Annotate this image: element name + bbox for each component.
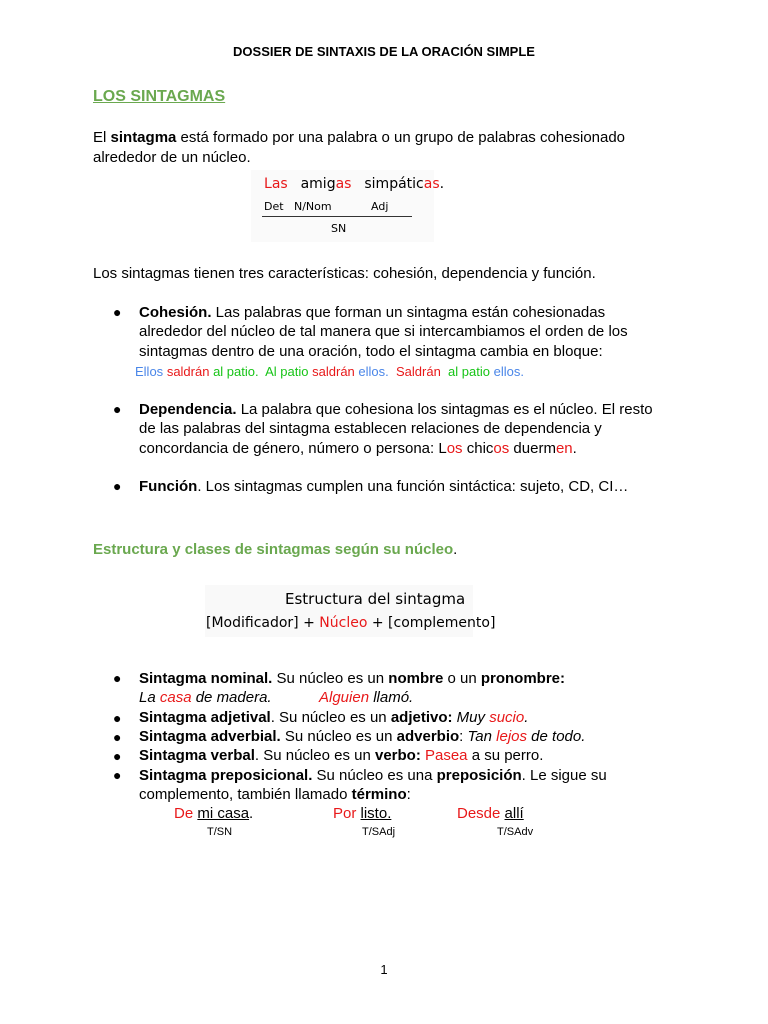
class-text: complemento, también llamado — [139, 786, 352, 803]
example-nucleus: Pasea — [420, 747, 468, 764]
example-nucleus: lejos — [496, 728, 528, 745]
bullet-icon: ● — [113, 401, 122, 417]
example-preposition: Por — [333, 805, 357, 822]
page-number: 1 — [380, 962, 388, 977]
formula-text: [Modificador] + — [206, 615, 320, 631]
class-keyword: término — [351, 786, 407, 803]
cohesion-line-3: sintagmas dentro de una oración, todo el sintagma cambia en bloque: — [139, 343, 603, 360]
figure-example-phrase — [264, 176, 444, 192]
class-text: Su núcleo es una — [312, 767, 437, 784]
intro-text: está formado por una palabra o un grupo de palabras cohesionado — [176, 129, 626, 146]
figure-word: amig — [300, 176, 336, 192]
example-word: ellos. — [493, 364, 524, 379]
class-text: : — [406, 786, 411, 803]
example-word: chic — [462, 440, 494, 457]
figure-dot: . — [439, 176, 445, 192]
class-title: Sintagma adjetival — [139, 709, 271, 726]
class-adjetival-line — [139, 708, 528, 728]
example-word: Tan — [467, 728, 497, 745]
example-word: Saldrán — [396, 364, 441, 379]
funcion-title: Función — [139, 478, 198, 495]
cohesion-line-1 — [139, 303, 605, 323]
class-preposicional-line-2 — [139, 785, 411, 805]
example-word: de todo. — [527, 728, 586, 745]
figure-divider — [262, 216, 412, 217]
prep-example-2 — [333, 804, 391, 824]
example-dot: . — [249, 805, 254, 822]
figure-word-ending: as — [335, 176, 352, 192]
cohesion-example — [135, 362, 524, 382]
example-nucleus: Alguien — [319, 689, 370, 706]
structure-formula — [206, 615, 495, 631]
subtitle-text: Estructura y clases de sintagmas según su núcleo — [93, 541, 454, 558]
intro-text: El — [93, 129, 111, 146]
class-keyword: verbo: — [374, 747, 421, 764]
intro-line-1 — [93, 128, 625, 148]
example-word: llamó. — [369, 689, 414, 706]
class-keyword: adjetivo: — [390, 709, 453, 726]
dependencia-title: Dependencia. — [139, 401, 237, 418]
example-term: mi casa — [197, 805, 250, 822]
prep-example-3 — [457, 804, 524, 824]
prep-example-1 — [174, 804, 253, 824]
characteristics-text: Los sintagmas tienen tres características: cohesión, dependencia y función. — [93, 265, 596, 282]
class-text: o un — [443, 670, 481, 687]
class-title: Sintagma nominal. — [139, 670, 273, 687]
example-word: saldrán — [312, 364, 355, 379]
class-keyword: preposición — [436, 767, 522, 784]
example-ending: en — [555, 440, 573, 457]
bullet-icon: ● — [113, 767, 122, 783]
document-header: DOSSIER DE SINTAXIS DE LA ORACIÓN SIMPLE — [233, 44, 535, 59]
example-dot: . — [572, 440, 577, 457]
example-word: al patio — [448, 364, 490, 379]
funcion-text: . Los sintagmas cumplen una función sintáctica: sujeto, CD, CI… — [197, 478, 629, 495]
example-term: listo. — [360, 805, 392, 822]
bullet-icon: ● — [113, 304, 122, 320]
example-word: duerm — [509, 440, 556, 457]
example-nucleus: casa — [159, 689, 192, 706]
figure-word: L — [264, 176, 272, 192]
prep-label-2: T/SAdj — [362, 826, 396, 838]
class-keyword: pronombre: — [480, 670, 565, 687]
class-preposicional-line-1 — [139, 766, 607, 786]
prep-label-3: T/SAdv — [497, 826, 534, 838]
structure-subtitle — [93, 540, 457, 560]
class-text: . Su núcleo es un — [254, 747, 375, 764]
example-word: ellos. — [358, 364, 389, 379]
figure-word: as — [271, 176, 288, 192]
class-text: . Le sigue su — [521, 767, 607, 784]
figure-label-sn: SN — [331, 222, 347, 235]
intro-line-2: alrededor de un núcleo. — [93, 149, 251, 166]
example-nucleus: sucio — [489, 709, 525, 726]
bullet-icon: ● — [113, 670, 122, 686]
example-word: de madera. — [191, 689, 272, 706]
example-word: saldrán — [166, 364, 210, 379]
class-adverbial-line — [139, 727, 585, 747]
cohesion-line-2: alrededor del núcleo de tal manera que si intercambiamos el orden de los — [139, 323, 628, 340]
dependencia-text: concordancia de género, número o persona: — [139, 440, 439, 457]
structure-figure-title: Estructura del sintagma — [285, 590, 466, 608]
example-word: Ellos — [135, 364, 164, 379]
dependencia-line-1 — [139, 400, 653, 420]
figure-label-nnom: N/Nom — [294, 200, 332, 213]
class-nominal-line — [139, 669, 565, 689]
example-word: La — [139, 689, 160, 706]
dependencia-text: La palabra que cohesiona los sintagmas es el núcleo. El resto — [236, 401, 653, 418]
example-word: L — [438, 440, 447, 457]
example-word: . — [524, 709, 529, 726]
figure-word: simpátic — [364, 176, 424, 192]
example-word: Al patio — [265, 364, 309, 379]
class-text: Su núcleo es un — [280, 728, 397, 745]
class-text: Su núcleo es un — [272, 670, 389, 687]
class-nominal-example — [139, 688, 272, 708]
formula-text: + [complemento] — [367, 615, 496, 631]
structure-figure — [205, 585, 496, 637]
figure-label-adj: Adj — [371, 200, 389, 213]
dependencia-line-3 — [139, 439, 577, 459]
class-verbal-line — [139, 746, 543, 766]
example-word: al patio. — [213, 364, 259, 379]
section-title: LOS SINTAGMAS — [93, 88, 226, 105]
class-nominal-example-2 — [319, 688, 413, 708]
example-word: a su perro. — [467, 747, 544, 764]
class-title: Sintagma verbal — [139, 747, 255, 764]
subtitle-dot: . — [453, 541, 458, 558]
figure-word-ending: as — [423, 176, 440, 192]
sintagma-example-figure — [251, 170, 445, 242]
example-term: allí — [504, 805, 524, 822]
class-text: . Su núcleo es un — [270, 709, 391, 726]
bullet-icon: ● — [113, 748, 122, 764]
cohesion-text: Las palabras que forman un sintagma están cohesionadas — [211, 304, 606, 321]
figure-label-det: Det — [264, 200, 284, 213]
class-title: Sintagma preposicional. — [139, 767, 313, 784]
prep-label-1: T/SN — [207, 826, 233, 838]
intro-keyword: sintagma — [110, 129, 177, 146]
example-ending: os — [446, 440, 463, 457]
class-title: Sintagma adverbial. — [139, 728, 281, 745]
example-preposition: Desde — [457, 805, 501, 822]
example-preposition: De — [174, 805, 194, 822]
class-keyword: adverbio — [396, 728, 460, 745]
formula-nucleo: Núcleo — [319, 615, 368, 631]
class-text: : — [459, 728, 468, 745]
bullet-icon: ● — [113, 729, 122, 745]
dependencia-line-2: de las palabras del sintagma establecen relaciones de dependencia y — [139, 420, 602, 437]
class-keyword: nombre — [388, 670, 444, 687]
example-word: Muy — [452, 709, 490, 726]
bullet-icon: ● — [113, 710, 122, 726]
bullet-icon: ● — [113, 478, 122, 494]
cohesion-title: Cohesión. — [139, 304, 212, 321]
example-ending: os — [493, 440, 510, 457]
funcion-line — [139, 477, 628, 497]
